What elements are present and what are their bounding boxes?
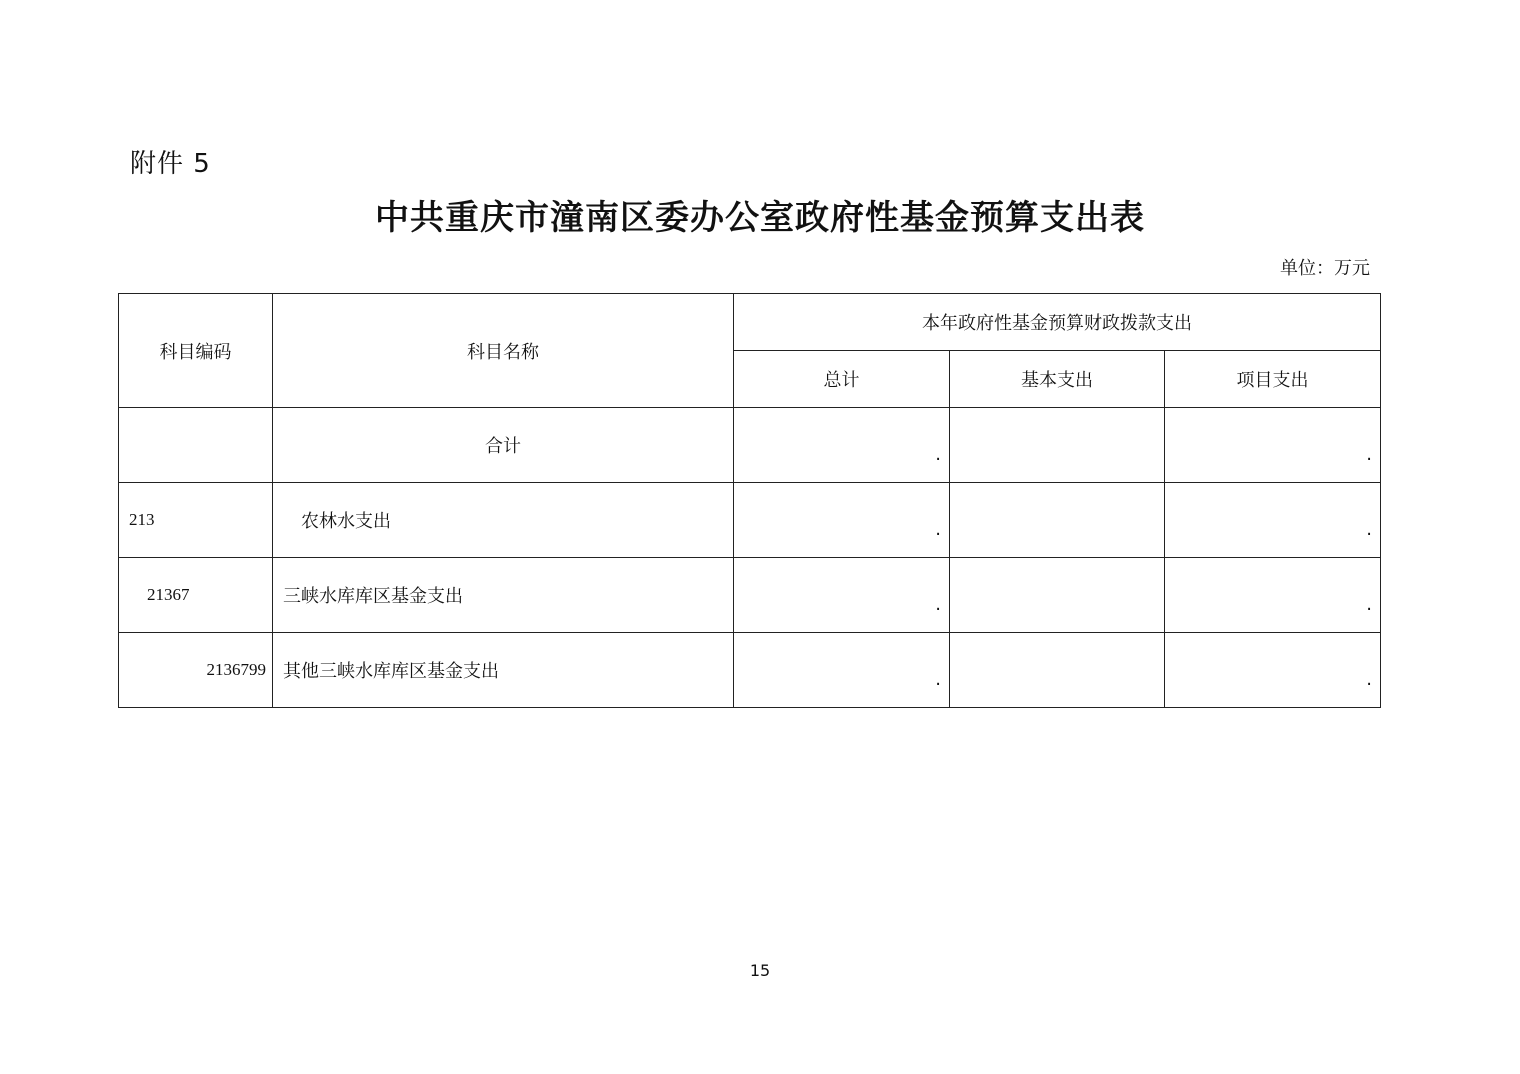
- table-row: [119, 633, 1381, 708]
- page-title: 中共重庆市潼南区委办公室政府性基金预算支出表: [375, 198, 1145, 238]
- row-basic: [950, 408, 1165, 483]
- header-total: 总计: [734, 351, 950, 408]
- row-name: 三峡水库库区基金支出: [273, 558, 734, 633]
- row-basic: [950, 483, 1165, 558]
- attachment-label: 附件 5: [130, 149, 211, 179]
- table-row-total: [119, 408, 1381, 483]
- row-name: 其他三峡水库库区基金支出: [273, 633, 734, 708]
- row-total: .: [734, 483, 950, 558]
- row-code: 213: [119, 483, 273, 558]
- row-code: [119, 408, 273, 483]
- row-total: .: [734, 408, 950, 483]
- row-code: 21367: [119, 558, 273, 633]
- header-name: 科目名称: [273, 294, 734, 408]
- table-row: [119, 483, 1381, 558]
- row-project: .: [1165, 633, 1381, 708]
- header-group: 本年政府性基金预算财政拨款支出: [734, 294, 1381, 351]
- header-project: 项目支出: [1165, 351, 1381, 408]
- header-row-top: [119, 294, 1381, 351]
- row-basic: [950, 558, 1165, 633]
- row-project: .: [1165, 408, 1381, 483]
- row-project: .: [1165, 483, 1381, 558]
- row-code: 2136799: [119, 633, 273, 708]
- row-basic: [950, 633, 1165, 708]
- header-basic: 基本支出: [950, 351, 1165, 408]
- page-number: 15: [749, 961, 771, 980]
- unit-label: 单位：万元: [1280, 258, 1370, 279]
- table-row: [119, 558, 1381, 633]
- row-name: 农林水支出: [273, 483, 734, 558]
- header-code: 科目编码: [119, 294, 273, 408]
- row-project: .: [1165, 558, 1381, 633]
- budget-table: [118, 293, 1381, 708]
- row-total: .: [734, 633, 950, 708]
- row-total: .: [734, 558, 950, 633]
- row-name: 合计: [273, 408, 734, 483]
